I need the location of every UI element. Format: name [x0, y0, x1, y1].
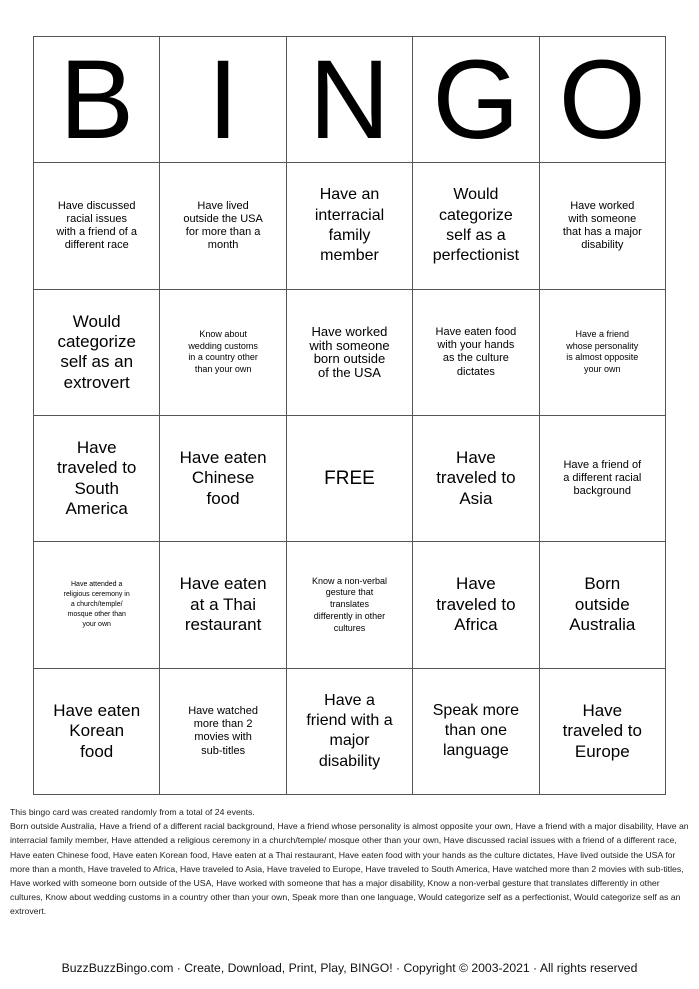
- bingo-square[interactable]: Have traveled to Africa: [413, 542, 539, 668]
- header-letter-i: I: [160, 37, 286, 163]
- header-letter-b: B: [34, 37, 160, 163]
- header-letter-n: N: [287, 37, 413, 163]
- bingo-square[interactable]: Have watched more than 2 movies with sub-titles: [160, 669, 286, 795]
- bingo-square[interactable]: Have attended a religious ceremony in a church/temple/ mosque other than your own: [34, 542, 160, 668]
- bingo-square[interactable]: Have traveled to Asia: [413, 416, 539, 542]
- bingo-square[interactable]: Have discussed racial issues with a friend of a different race: [34, 163, 160, 289]
- bingo-square[interactable]: Have lived outside the USA for more than a month: [160, 163, 286, 289]
- card-summary: This bingo card was created randomly from a total of 24 events.: [10, 807, 255, 817]
- bingo-square[interactable]: Have a friend with a major disability: [287, 669, 413, 795]
- bingo-square[interactable]: Have eaten Chinese food: [160, 416, 286, 542]
- bingo-square[interactable]: Have a friend of a different racial background: [540, 416, 666, 542]
- events-list: Born outside Australia, Have a friend of a different racial background, Have a friend whose personality is almost opposite your own, Have a friend with a major disability, Have an interracial family member, Have attended a religious ceremony in a church/temple/ mosque other than your own, Have discussed racial issues with a friend of a different race, Have eaten Chinese food, Have eaten Korean food, Have eaten at a Thai restaurant, Have eaten food with your hands as the culture dictates, Have lived outside the USA for more than a month, Have traveled to Africa, Have traveled to Asia, Have traveled to Europe, Have traveled to South America, Have watched more than 2 movies with sub-titles, Have worked with someone born outside of the USA, Have worked with someone that has a major disability, Know a non-verbal gesture that translates differently in other cultures, Know about wedding customs in a country other than your own, Speak more than one language, Would categorize self as a perfectionist, Would categorize self as an extrovert.: [10, 821, 689, 917]
- free-space[interactable]: FREE: [287, 416, 413, 542]
- bingo-square[interactable]: Have worked with someone that has a major disability: [540, 163, 666, 289]
- bingo-square[interactable]: Born outside Australia: [540, 542, 666, 668]
- bingo-square[interactable]: Speak more than one language: [413, 669, 539, 795]
- bingo-square[interactable]: Have worked with someone born outside of the USA: [287, 290, 413, 416]
- bingo-square[interactable]: Have traveled to South America: [34, 416, 160, 542]
- bingo-square[interactable]: Have traveled to Europe: [540, 669, 666, 795]
- bingo-square[interactable]: Have eaten at a Thai restaurant: [160, 542, 286, 668]
- bingo-square[interactable]: Would categorize self as a perfectionist: [413, 163, 539, 289]
- bingo-square[interactable]: Have an interracial family member: [287, 163, 413, 289]
- bingo-square[interactable]: Have eaten food with your hands as the culture dictates: [413, 290, 539, 416]
- header-letter-g: G: [413, 37, 539, 163]
- footer-copyright: BuzzBuzzBingo.com · Create, Download, Print, Play, BINGO! · Copyright © 2003-2021 · All rights reserved: [61, 961, 638, 975]
- bingo-square[interactable]: Know about wedding customs in a country other than your own: [160, 290, 286, 416]
- header-letter-o: O: [540, 37, 666, 163]
- card-info: [10, 805, 692, 919]
- bingo-square[interactable]: Have a friend whose personality is almost opposite your own: [540, 290, 666, 416]
- bingo-card: [33, 36, 666, 795]
- bingo-square[interactable]: Have eaten Korean food: [34, 669, 160, 795]
- bingo-square[interactable]: Know a non-verbal gesture that translates differently in other cultures: [287, 542, 413, 668]
- bingo-square[interactable]: Would categorize self as an extrovert: [34, 290, 160, 416]
